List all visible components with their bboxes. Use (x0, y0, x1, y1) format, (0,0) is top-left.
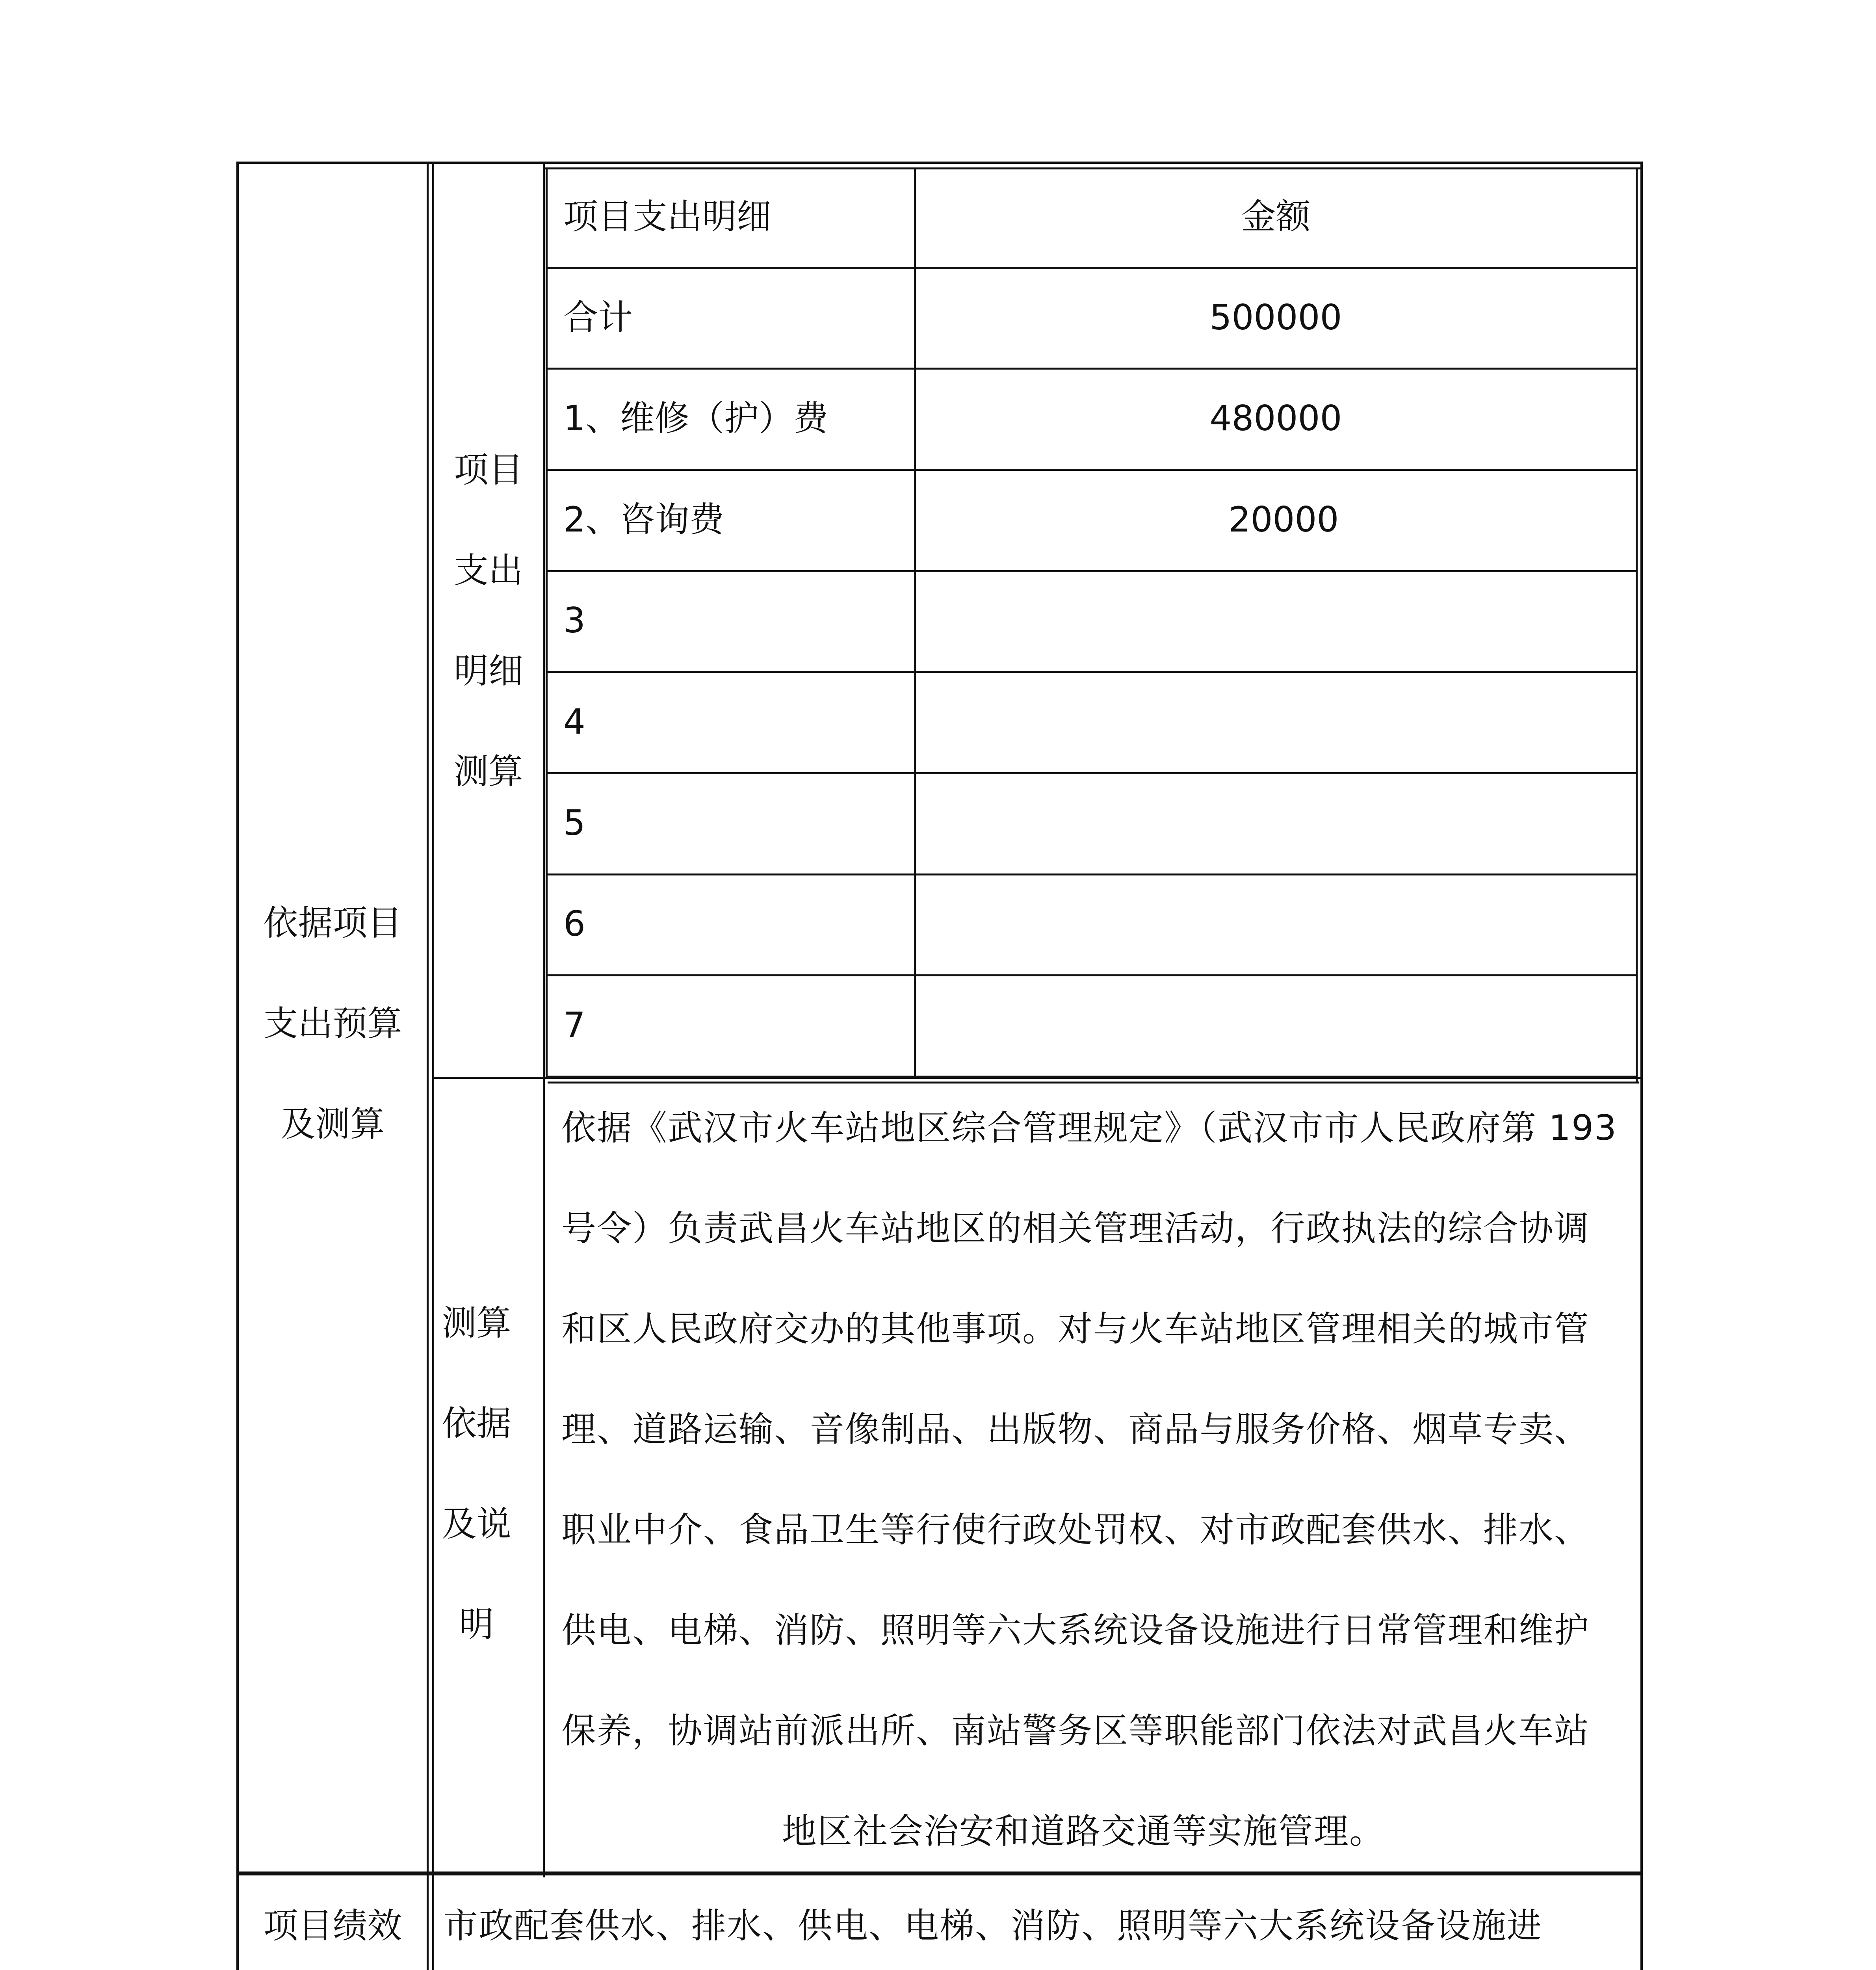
basis-label-line: 依据项目 (263, 903, 402, 943)
detail-item: 2、咨询费 (563, 499, 724, 540)
basis-section-label (239, 873, 427, 1174)
explanation-text (561, 1078, 1633, 1881)
explanation-label-line: 及说 (442, 1504, 511, 1544)
detail-item: 6 (563, 903, 585, 944)
detail-header-amount: 金额 (1241, 196, 1311, 237)
detail-amount: 500000 (1209, 297, 1342, 338)
explanation-line: 职业中介、食品卫生等行使行政处罚权、对市政配套供水、排水、 (561, 1509, 1590, 1550)
basis-label-line: 支出预算 (263, 1003, 402, 1044)
explanation-label (434, 1273, 519, 1674)
calc-label-line: 项目 (453, 450, 523, 490)
basis-label-line: 及测算 (280, 1104, 385, 1144)
goal-text (443, 1875, 1637, 1970)
explanation-line: 保养，协调站前派出所、南站警务区等职能部门依法对武昌火车站 (561, 1710, 1590, 1751)
detail-item: 7 (563, 1005, 585, 1045)
explanation-line: 和区人民政府交办的其他事项。对与火车站地区管理相关的城市管 (561, 1308, 1590, 1349)
calc-label-line: 明细 (453, 650, 523, 691)
explanation-line: 号令）负责武昌火车站地区的相关管理活动，行政执法的综合协调 (561, 1208, 1590, 1249)
explanation-label-line: 明 (459, 1604, 494, 1645)
explanation-line: 理、道路运输、音像制品、出版物、商品与服务价格、烟草专卖、 (561, 1409, 1590, 1450)
detail-header-item: 项目支出明细 (563, 196, 772, 237)
detail-amount: 20000 (1228, 499, 1339, 540)
goal-line: 市政配套供水、排水、供电、电梯、消防、照明等六大系统设备设施进 (443, 1905, 1543, 1946)
detail-item: 1、维修（护）费 (563, 398, 828, 439)
goal-section-label (239, 1875, 427, 1970)
calc-label-line: 支出 (453, 550, 523, 591)
explanation-line: 供电、电梯、消防、照明等六大系统设备设施进行日常管理和维护 (561, 1610, 1590, 1650)
explanation-line: 依据《武汉市火车站地区综合管理规定》（武汉市市人民政府第 193 (561, 1108, 1617, 1148)
explanation-label-line: 依据 (442, 1403, 511, 1444)
explanation-line: 地区社会治安和道路交通等实施管理。 (782, 1811, 1385, 1851)
calc-detail-label (434, 420, 543, 821)
detail-item: 合计 (563, 297, 633, 338)
detail-item: 5 (563, 803, 585, 843)
detail-item: 4 (563, 701, 585, 742)
detail-item: 3 (563, 600, 585, 641)
detail-amount: 480000 (1209, 398, 1342, 439)
calc-label-line: 测算 (453, 751, 523, 792)
explanation-label-line: 测算 (442, 1303, 511, 1343)
goal-label-line: 项目绩效 (263, 1905, 402, 1946)
